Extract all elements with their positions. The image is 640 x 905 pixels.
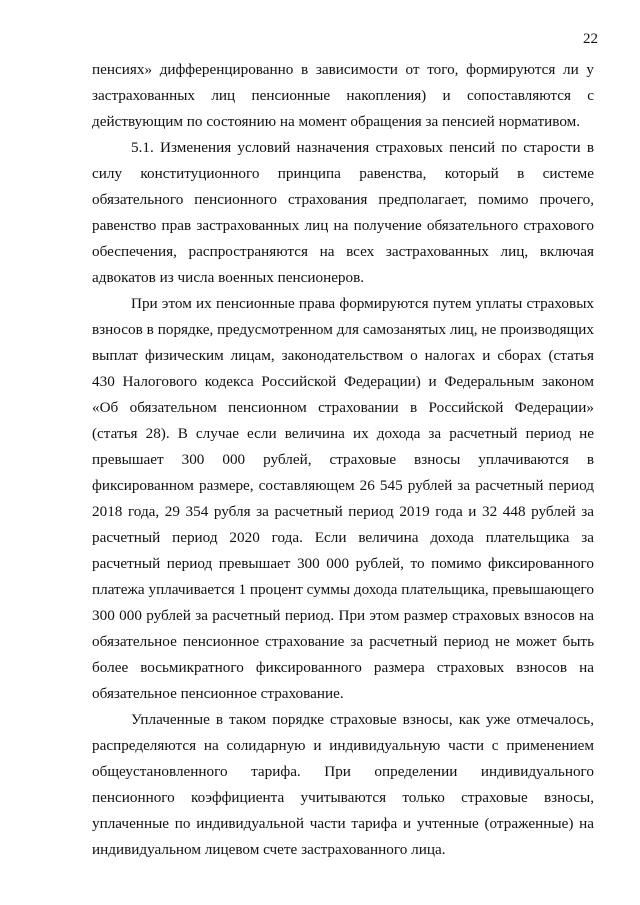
paragraph-distribution: Уплаченные в таком порядке страховые взносы, как уже отмечалось, распределяются на солидарную и индивидуальную части с применением общеустановленного тарифа. При определении индивидуального пенсионного коэффициента учитываются только страховые взносы, уплаченные по индивидуальной части тарифа и учтенные (отраженные) на индивидуальном лицевом счете застрахованного лица. bbox=[92, 711, 594, 858]
document-body bbox=[92, 57, 594, 863]
page-number: 22 bbox=[583, 31, 598, 47]
paragraph-5-1: 5.1. Изменения условий назначения страховых пенсий по старости в силу конституционного принципа равенства, который в системе обязательного пенсионного страхования предполагает, помимо прочего, равенство прав застрахованных лиц на получение обязательного страхового обеспечения, распространяются на всех застрахованных лиц, включая адвокатов из числа военных пенсионеров. bbox=[92, 139, 594, 286]
paragraph-contributions: При этом их пенсионные права формируются путем уплаты страховых взносов в порядке, предусмотренном для самозанятых лиц, не производящих выплат физическим лицам, законодательством о налогах и сборах (статья 430 Налогового кодекса Российской Федерации) и Федеральным законом «Об обязательном пенсионном страховании в Российской Федерации» (статья 28). В случае если величина их дохода за расчетный период не превышает 300 000 рублей, страховые взносы уплачиваются в фиксированном размере, составляющем 26 545 рублей за расчетный период 2018 года, 29 354 рубля за расчетный период 2019 года и 32 448 рублей за расчетный период 2020 года. Если величина дохода плательщика за расчетный период превышает 300 000 рублей, то помимо фиксированного платежа уплачивается 1 процент суммы дохода плательщика, превышающего 300 000 рублей за расчетный период. При этом размер страховых взносов на обязательное пенсионное страхование за расчетный период не может быть более восьмикратного фиксированного размера страховых взносов на обязательное пенсионное страхование. bbox=[92, 295, 594, 702]
paragraph-continuation: пенсиях» дифференцированно в зависимости от того, формируются ли у застрахованных лиц пенсионные накопления) и сопоставляются с действующим по состоянию на момент обращения за пенсией нормативом. bbox=[92, 61, 594, 130]
